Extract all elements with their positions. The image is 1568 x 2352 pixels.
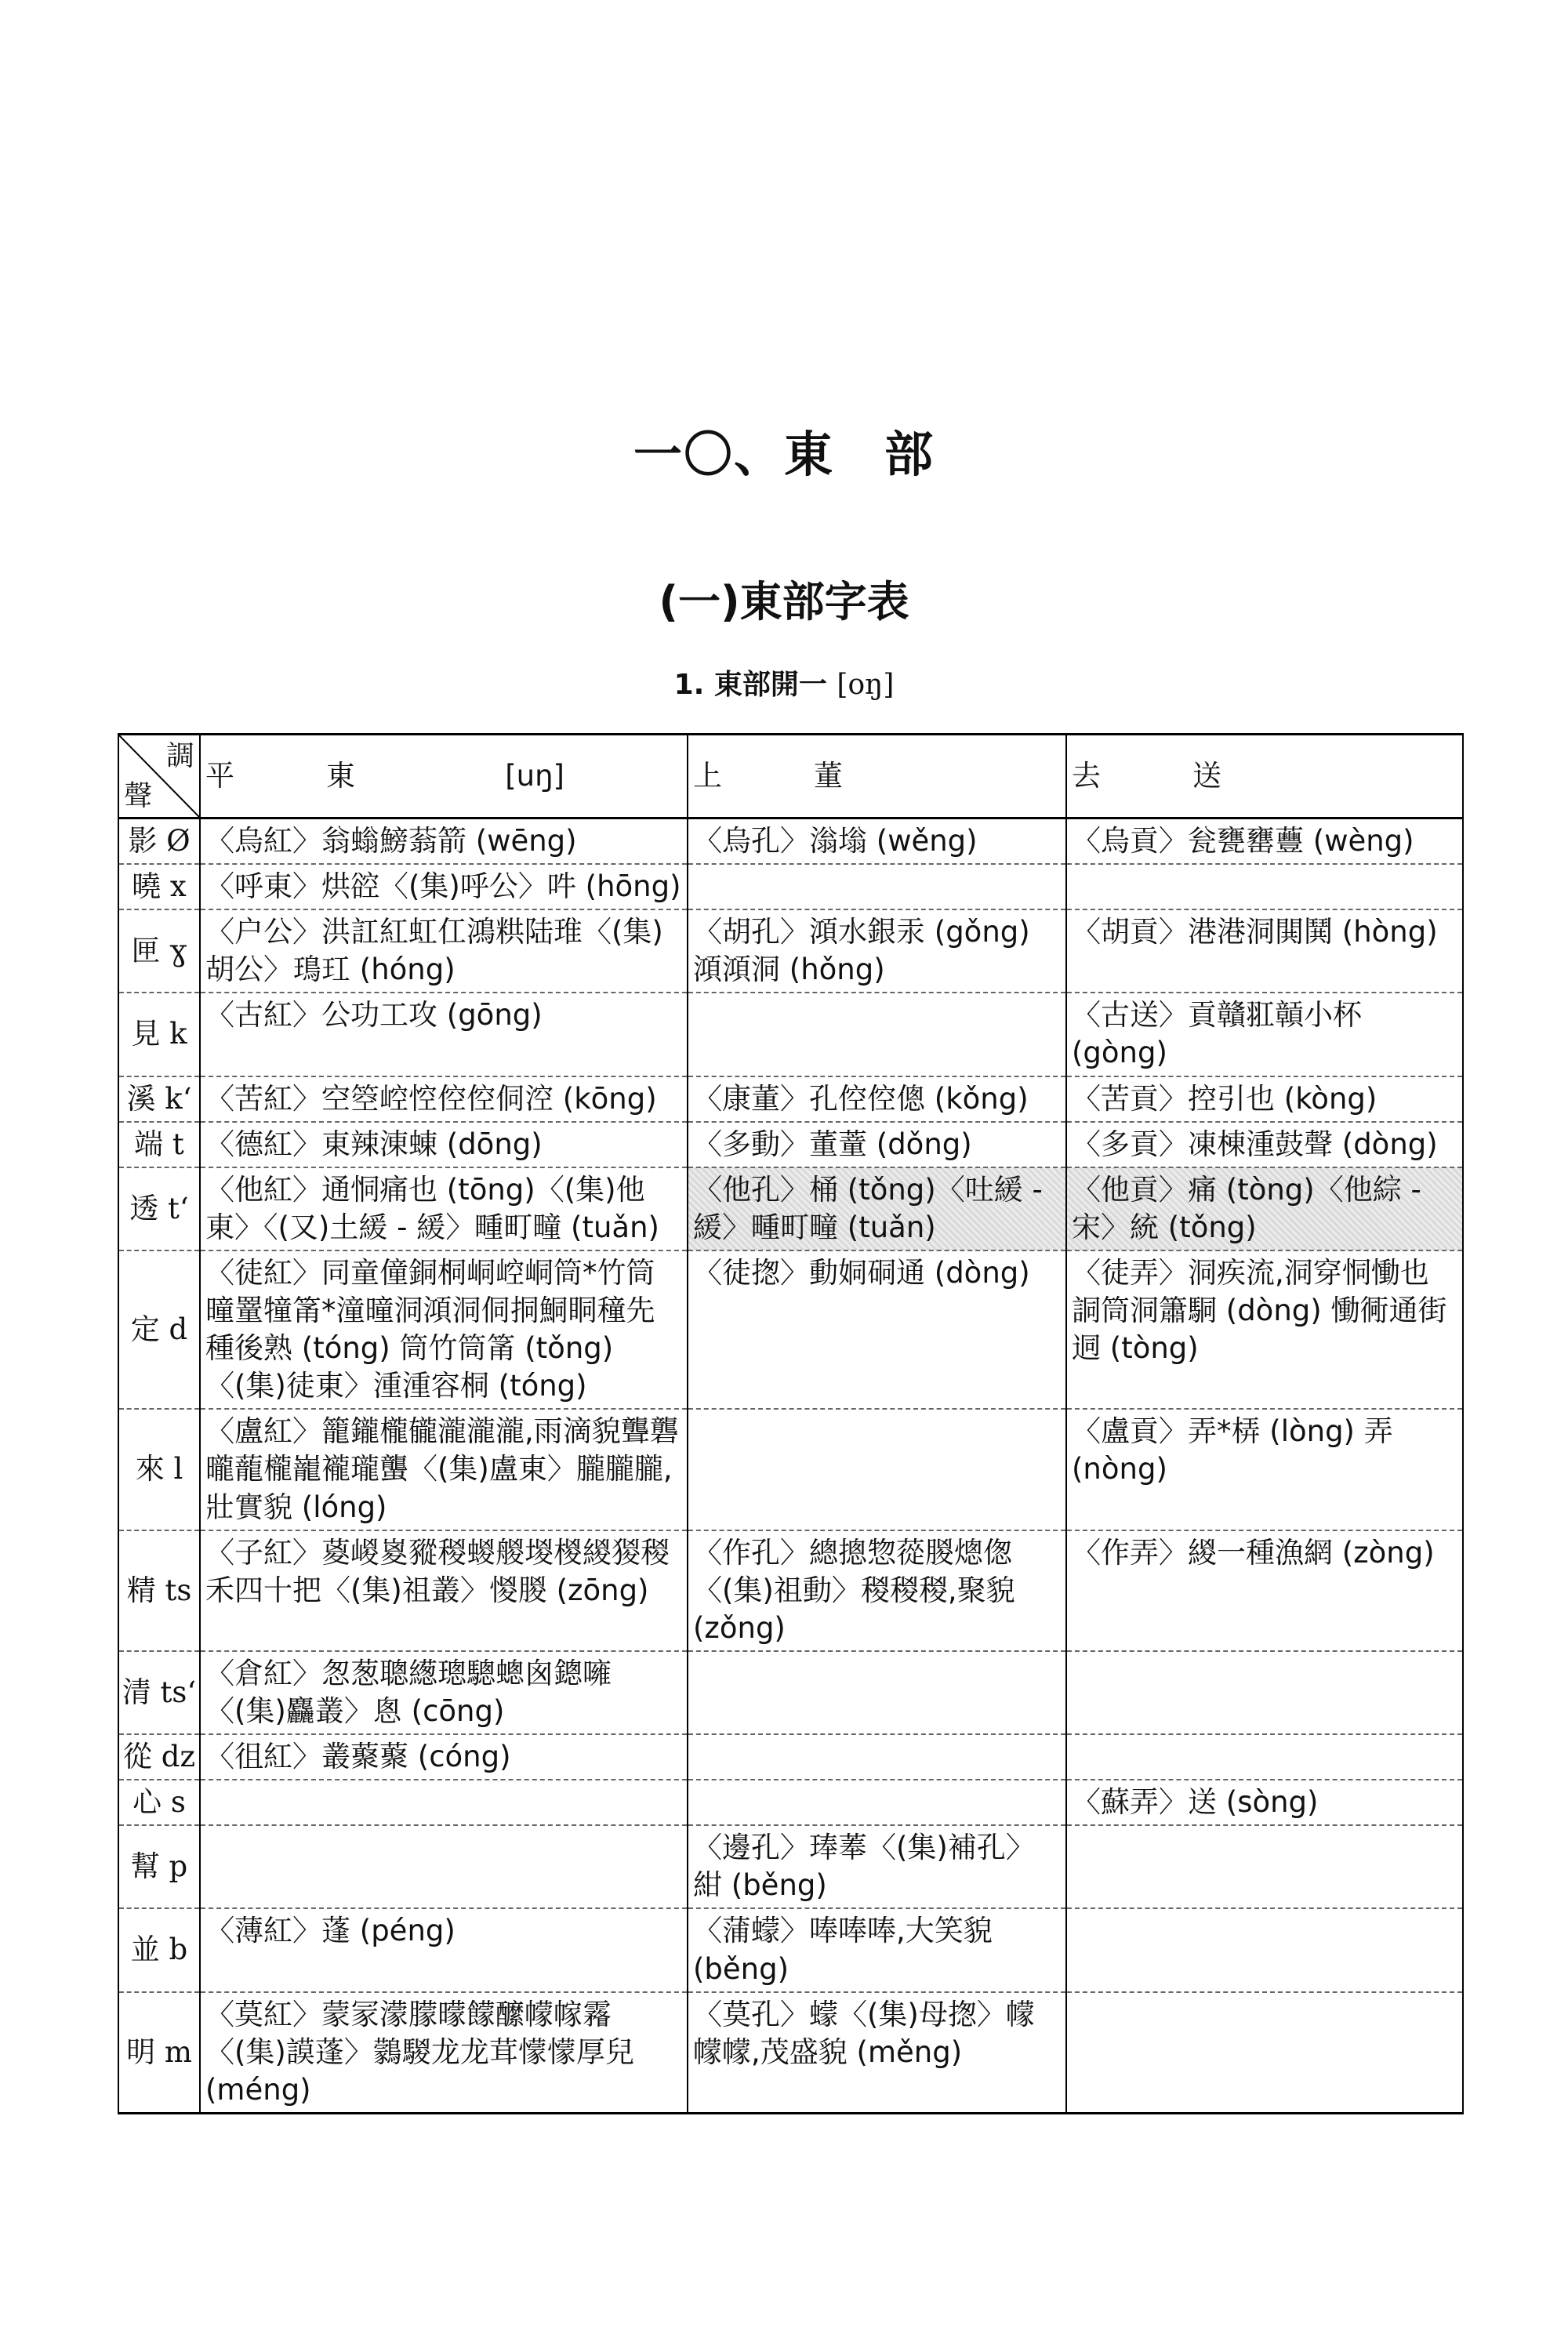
table-row [118,1908,1463,1991]
rhyme-table [118,733,1464,2114]
initial-cell: 並 b [118,1908,200,1991]
table-row [118,1409,1463,1530]
table-row [118,993,1463,1076]
corner-cell [118,735,200,818]
initial-cell: 端 t [118,1122,200,1167]
initial-cell: 影 Ø [118,818,200,865]
column-header-qu [1066,735,1463,818]
table-row [118,1167,1463,1250]
shang-cell: 〈烏孔〉滃塕 (wěng) [688,818,1066,865]
initial-cell: 匣 ɣ [118,909,200,993]
qu-cell [1066,1992,1463,2114]
column-ipa: [uŋ] [505,758,564,793]
column-tone: 平 東 [205,758,387,793]
shang-cell: 〈莫孔〉蠓〈(集)母揔〉幪幪幪,茂盛貌 (měng) [688,1992,1066,2114]
shang-cell: 〈康董〉孔倥倥傯 (kǒng) [688,1076,1066,1122]
sub-title-ipa: [oŋ] [837,669,895,701]
column-tone: 上 董 [693,758,874,793]
column-header-shang [688,735,1066,818]
column-header-ping [200,735,688,818]
qu-cell: 〈作弄〉緵一種漁網 (zòng) [1066,1530,1463,1651]
shang-cell: 〈蒲蠓〉唪唪唪,大笑貌 (běng) [688,1908,1066,1991]
initial-cell: 曉 x [118,864,200,909]
initial-cell: 從 dz [118,1734,200,1780]
initial-cell: 定 d [118,1250,200,1409]
qu-cell: 〈苦貢〉控引也 (kòng) [1066,1076,1463,1122]
table-row [118,1734,1463,1780]
qu-cell [1066,1734,1463,1780]
ping-cell: 〈德紅〉東辣涷蝀 (dōng) [200,1122,688,1167]
initial-cell: 來 l [118,1409,200,1530]
ping-cell: 〈烏紅〉翁螉鰟蓊箭 (wēng) [200,818,688,865]
column-tone: 去 送 [1072,758,1253,793]
initial-cell: 透 t‘ [118,1167,200,1250]
sub-title-text: 1. 東部開一 [673,669,827,701]
table-row [118,1530,1463,1651]
shang-cell: 〈他孔〉桶 (tǒng)〈吐緩 - 緩〉畽町疃 (tuǎn) [688,1167,1066,1250]
ping-cell: 〈古紅〉公功工攻 (gōng) [200,993,688,1076]
ping-cell [200,1825,688,1908]
initial-cell: 精 ts [118,1530,200,1651]
table-row [118,818,1463,865]
table-row [118,909,1463,993]
shang-cell [688,993,1066,1076]
ping-cell: 〈户公〉洪訌紅虹仜鴻粠陆琟〈(集)胡公〉鳿玒 (hóng) [200,909,688,993]
sub-title [0,662,1568,702]
ping-cell: 〈莫紅〉蒙冡濛朦曚饛醿幪幏霿〈(集)謨蓬〉鸏騣龙龙茸懞懞厚兒 (méng) [200,1992,688,2114]
table-row [118,1076,1463,1122]
shang-cell: 〈邊孔〉琫菶〈(集)補孔〉紺 (běng) [688,1825,1066,1908]
table-row [118,1651,1463,1734]
shang-cell: 〈徒揔〉動姛硐通 (dòng) [688,1250,1066,1409]
qu-cell [1066,1651,1463,1734]
qu-cell: 〈徒弄〉洞疾流,洞穿恫慟也詷筒洞簫駧 (dòng) 慟衕通街迵 (tòng) [1066,1250,1463,1409]
qu-cell [1066,1825,1463,1908]
ping-cell: 〈子紅〉葼嵕嵏豵稯蝬艐堫椶緵猣稯禾四十把〈(集)祖叢〉惾朡 (zōng) [200,1530,688,1651]
ping-cell: 〈他紅〉通恫痛也 (tōng)〈(集)他東〉〈(又)土緩 - 緩〉畽町疃 (tuǎn) [200,1167,688,1250]
table-row [118,1250,1463,1409]
qu-cell: 〈烏貢〉瓮甕罋蘴 (wèng) [1066,818,1463,865]
table-row [118,1992,1463,2114]
shang-cell [688,1409,1066,1530]
shang-cell: 〈胡孔〉澒水銀汞 (gǒng) 澒澒洞 (hǒng) [688,909,1066,993]
qu-cell: 〈古送〉貢贛羾贑小杯 (gòng) [1066,993,1463,1076]
shang-cell [688,1780,1066,1825]
ping-cell: 〈倉紅〉怱葱聰繱璁驄蟌囪鏓噰〈(集)麤叢〉悤 (cōng) [200,1651,688,1734]
initial-cell: 清 ts‘ [118,1651,200,1734]
shang-cell: 〈多動〉董蕫 (dǒng) [688,1122,1066,1167]
table-row [118,864,1463,909]
ping-cell: 〈呼東〉烘谾〈(集)呼公〉吽 (hōng) [200,864,688,909]
shang-cell [688,864,1066,909]
initial-cell: 心 s [118,1780,200,1825]
qu-cell: 〈他貢〉痛 (tòng)〈他綜 - 宋〉統 (tǒng) [1066,1167,1463,1250]
qu-cell [1066,864,1463,909]
initial-cell: 明 m [118,1992,200,2114]
qu-cell: 〈多貢〉凍棟湩鼓聲 (dòng) [1066,1122,1463,1167]
corner-top-label: 調 [165,740,194,772]
initial-cell: 幫 p [118,1825,200,1908]
initial-cell: 溪 k‘ [118,1076,200,1122]
table-header-row [118,735,1463,818]
qu-cell: 〈胡貢〉港港洞閧鬨 (hòng) [1066,909,1463,993]
ping-cell: 〈苦紅〉空箜崆悾倥倥侗涳 (kōng) [200,1076,688,1122]
section-title: (一)東部字表 [659,577,909,626]
ping-cell: 〈盧紅〉籠鑨櫳龓瀧瀧瀧,雨滴貌聾礱曨蘢櫳巃襱瓏蠪〈(集)盧東〉朧朧朧,壯實貌 (lóng) [200,1409,688,1530]
shang-cell [688,1734,1066,1780]
corner-bottom-label: 聲 [124,780,153,813]
shang-cell [688,1651,1066,1734]
initial-cell: 見 k [118,993,200,1076]
shang-cell: 〈作孔〉總摠惣蓯朡熜偬〈(集)祖動〉稯稯稯,聚貌 (zǒng) [688,1530,1066,1651]
ping-cell: 〈徂紅〉叢藂藂 (cóng) [200,1734,688,1780]
ping-cell [200,1780,688,1825]
qu-cell [1066,1908,1463,1991]
qu-cell: 〈盧貢〉弄*梇 (lòng) 弄 (nòng) [1066,1409,1463,1530]
table-row [118,1825,1463,1908]
qu-cell: 〈蘇弄〉送 (sòng) [1066,1780,1463,1825]
chapter-title: 一〇、東 部 [633,426,935,483]
ping-cell: 〈薄紅〉蓬 (péng) [200,1908,688,1991]
table-row [118,1780,1463,1825]
table-row [118,1122,1463,1167]
ping-cell: 〈徒紅〉同童僮銅桐峒崆峒筒*竹筒曈罿犝筩*潼曈洞澒洞侗挏鮦眮穜先種後熟 (tóng) 筒竹筒筩 (tǒng)〈(集)徒東〉湩湩容桐 (tóng) [200,1250,688,1409]
